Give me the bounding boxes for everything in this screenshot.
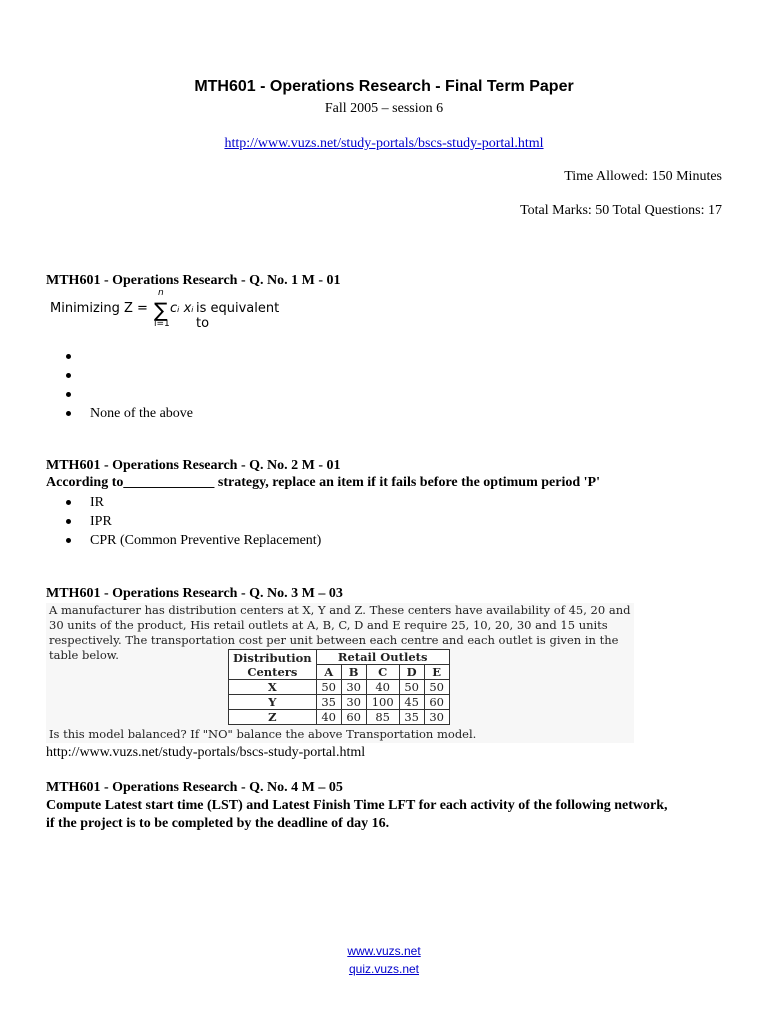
header-url-link[interactable]: http://www.vuzs.net/study-portals/bscs-study-portal.html bbox=[224, 136, 544, 151]
q3-heading: MTH601 - Operations Research - Q. No. 3 M – 03 bbox=[46, 586, 343, 601]
footer-link-quiz[interactable]: quiz.vuzs.net bbox=[348, 962, 420, 976]
table-row bbox=[229, 710, 450, 725]
footer-link-2-wrap bbox=[0, 962, 768, 976]
q2-option-3: CPR (Common Preventive Replacement) bbox=[62, 531, 321, 550]
footer-link-vuzs[interactable]: www.vuzs.net bbox=[347, 944, 421, 958]
q2-heading: MTH601 - Operations Research - Q. No. 2 M - 01 bbox=[46, 458, 341, 473]
formula-prefix: Minimizing Z = bbox=[50, 301, 148, 316]
table-cell: 50 bbox=[399, 680, 424, 695]
col-header: C bbox=[366, 665, 399, 680]
q2-options bbox=[62, 493, 321, 550]
q4-text-line2: if the project is to be completed by the deadline of day 16. bbox=[46, 816, 390, 831]
table-cell: 40 bbox=[316, 710, 341, 725]
table-cell: 30 bbox=[341, 680, 366, 695]
formula-suffix: is equivalent to bbox=[196, 301, 280, 331]
q1-option-3 bbox=[62, 385, 193, 404]
table-cell: 60 bbox=[424, 695, 449, 710]
q4-heading: MTH601 - Operations Research - Q. No. 4 M – 05 bbox=[46, 780, 343, 795]
table-cell: 60 bbox=[341, 710, 366, 725]
col-header: A bbox=[316, 665, 341, 680]
table-cell: 100 bbox=[366, 695, 399, 710]
row-header: Y bbox=[229, 695, 317, 710]
table-cell: 50 bbox=[424, 680, 449, 695]
table-corner-header: Distribution Centers bbox=[229, 650, 317, 680]
page-subtitle: Fall 2005 – session 6 bbox=[324, 101, 444, 116]
q2-option-1: IR bbox=[62, 493, 321, 512]
q3-question: Is this model balanced? If "NO" balance the above Transportation model. bbox=[49, 727, 477, 741]
q1-option-2 bbox=[62, 366, 193, 385]
formula-lower-limit: i=1 bbox=[154, 319, 170, 329]
transportation-table bbox=[228, 649, 450, 725]
q1-heading: MTH601 - Operations Research - Q. No. 1 M - 01 bbox=[46, 273, 341, 288]
col-header: D bbox=[399, 665, 424, 680]
q1-option-4: None of the above bbox=[62, 404, 193, 423]
table-cell: 30 bbox=[341, 695, 366, 710]
q3-url: http://www.vuzs.net/study-portals/bscs-study-portal.html bbox=[46, 745, 366, 760]
page-title: MTH601 - Operations Research - Final Term Paper bbox=[194, 78, 574, 95]
q2-option-2: IPR bbox=[62, 512, 321, 531]
table-row bbox=[229, 695, 450, 710]
formula-upper-limit: n bbox=[158, 288, 164, 298]
table-row bbox=[229, 680, 450, 695]
table-cell: 45 bbox=[399, 695, 424, 710]
q4-text-line1: Compute Latest start time (LST) and Latest Finish Time LFT for each activity of the following network, bbox=[46, 798, 668, 813]
table-cell: 40 bbox=[366, 680, 399, 695]
header-url bbox=[0, 136, 768, 152]
q3-scanned-image bbox=[46, 603, 634, 743]
sum-symbol: ∑ bbox=[154, 298, 168, 322]
q3-paragraph: A manufacturer has distribution centers at X, Y and Z. These centers have availability of 45, 20 and 30 units of the product, His retail outlets at A, B, C, D and E require 25, 10, 20, 30 and 15 units respectively. The transportation cost per unit between each centre and each outlet is given in the table below. bbox=[49, 603, 631, 662]
q1-option-1 bbox=[62, 347, 193, 366]
q1-options bbox=[62, 347, 193, 423]
col-header: B bbox=[341, 665, 366, 680]
table-cell: 30 bbox=[424, 710, 449, 725]
col-header: E bbox=[424, 665, 449, 680]
table-cell: 85 bbox=[366, 710, 399, 725]
table-cell: 35 bbox=[316, 695, 341, 710]
row-header: Z bbox=[229, 710, 317, 725]
formula-term: cᵢ xᵢ bbox=[170, 301, 194, 316]
row-header: X bbox=[229, 680, 317, 695]
total-marks: Total Marks: 50 Total Questions: 17 bbox=[520, 203, 722, 218]
table-cell: 50 bbox=[316, 680, 341, 695]
table-cell: 35 bbox=[399, 710, 424, 725]
retail-outlets-header: Retail Outlets bbox=[316, 650, 449, 665]
q2-text: According to_____________ strategy, replace an item if it fails before the optimum period 'P' bbox=[46, 475, 600, 490]
footer-link-1-wrap bbox=[0, 944, 768, 958]
q1-formula bbox=[46, 290, 284, 332]
time-allowed: Time Allowed: 150 Minutes bbox=[564, 169, 722, 184]
